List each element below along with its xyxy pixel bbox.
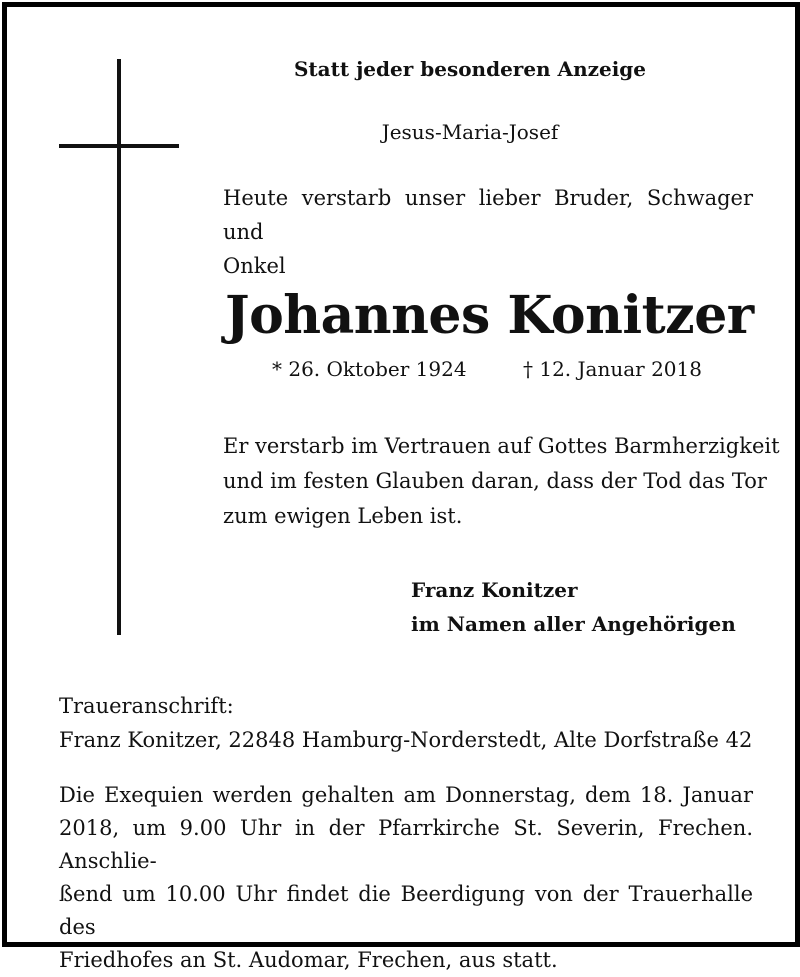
intro-line-2: Onkel <box>223 254 286 278</box>
address-text: Franz Konitzer, 22848 Hamburg-Norderstedt, Alte Dorfstraße 42 <box>59 728 753 752</box>
creed-line-2: und im festen Glauben daran, dass der Tod das Tor <box>223 469 767 493</box>
creed-line-3: zum ewigen Leben ist. <box>223 504 463 528</box>
creed-line-1: Er verstarb im Vertrauen auf Gottes Barmherzigkeit <box>223 434 780 458</box>
address-block <box>59 689 752 757</box>
intro-line-1: Heute verstarb unser lieber Bruder, Schwager und <box>223 186 753 244</box>
signature-name: Franz Konitzer <box>411 578 578 602</box>
creed-text <box>223 429 780 534</box>
birth-date: * 26. Oktober 1924 <box>272 357 467 381</box>
signature-block <box>411 573 736 641</box>
service-line-2: 2018, um 9.00 Uhr in der Pfarrkirche St. Severin, Frechen. Anschlie- <box>59 816 753 873</box>
service-line-3: ßend um 10.00 Uhr findet die Beerdigung von der Trauerhalle des <box>59 882 753 939</box>
intro-text <box>223 181 753 283</box>
notice-border <box>2 2 800 972</box>
service-line-4: Friedhofes an St. Audomar, Frechen, aus statt. <box>59 948 558 972</box>
service-line-1: Die Exequien werden gehalten am Donnerstag, dem 18. Januar <box>59 783 753 807</box>
blessing-line: Jesus-Maria-Josef <box>381 120 559 144</box>
signature-note: im Namen aller Angehörigen <box>411 612 736 636</box>
death-date: † 12. Januar 2018 <box>523 357 702 381</box>
deceased-name: Johannes Konitzer <box>225 285 754 346</box>
address-label: Traueranschrift: <box>59 694 234 718</box>
cross-icon-horizontal <box>59 144 179 148</box>
notice-heading: Statt jeder besonderen Anzeige <box>293 57 647 81</box>
service-info <box>59 779 753 977</box>
